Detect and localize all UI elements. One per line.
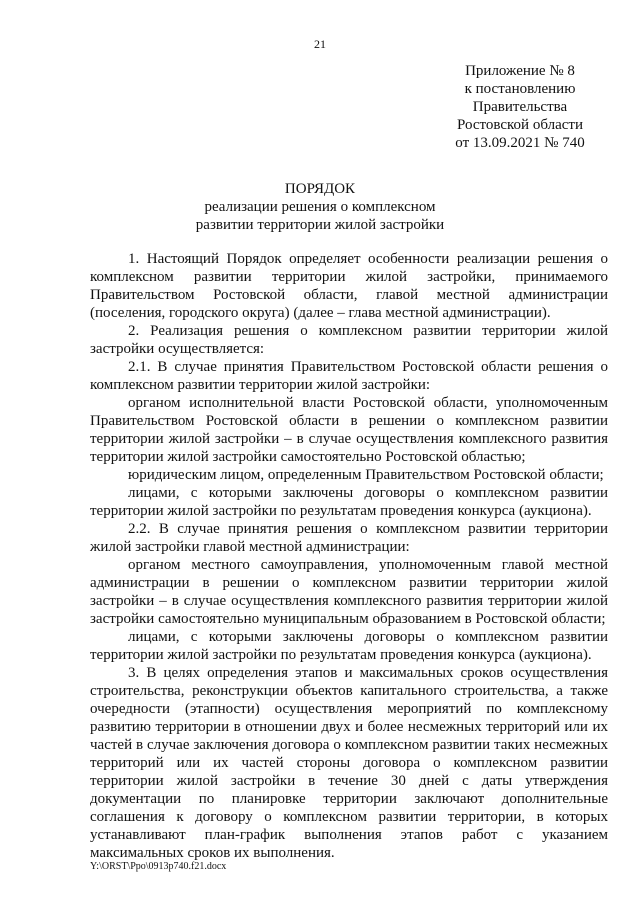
paragraph: органом местного самоуправления, уполномоченным главой местной администрации в решении о комплексном развитии территории жилой застройки – в случае осуществления комплексного развития территории жилой застройки самостоятельно муниципальным образованием в Ростовской области; xyxy=(90,557,608,627)
footer-file-path: Y:\ORST\Ppo\0913p740.f21.docx xyxy=(90,861,227,872)
paragraph: 1. Настоящий Порядок определяет особенности реализации решения о комплексном развитии территории жилой застройки, принимаемого Правительством Ростовской области, главой местной администрации (поселения, городского округа) (далее – глава местной администрации). xyxy=(90,251,608,321)
document-subtitle-line: реализации решения о комплексном xyxy=(204,199,436,215)
paragraph: 2. Реализация решения о комплексном развитии территории жилой застройки осуществляется: xyxy=(90,323,608,357)
appendix-line: к постановлению xyxy=(464,81,576,97)
document-body xyxy=(90,250,608,862)
document-title-block xyxy=(0,180,640,234)
paragraph: юридическим лицом, определенным Правительством Ростовской области; xyxy=(128,467,604,483)
document-title: ПОРЯДОК xyxy=(284,181,356,197)
appendix-line: Правительства xyxy=(472,99,568,115)
paragraph: лицами, с которыми заключены договоры о комплексном развитии территории жилой застройки по результатам проведения конкурса (аукциона). xyxy=(90,629,608,663)
paragraph: лицами, с которыми заключены договоры о комплексном развитии территории жилой застройки по результатам проведения конкурса (аукциона). xyxy=(90,485,608,519)
appendix-block xyxy=(440,62,600,152)
paragraph: 2.1. В случае принятия Правительством Ростовской области решения о комплексном развитии территории жилой застройки: xyxy=(90,359,608,393)
appendix-line: Ростовской области xyxy=(457,117,583,133)
paragraph: органом исполнительной власти Ростовской области, уполномоченным Правительством Ростовской области в решении о комплексном развитии территории жилой застройки – в случае осуществления комплексного развития территории жилой застройки самостоятельно Ростовской областью; xyxy=(90,395,608,465)
appendix-line: от 13.09.2021 № 740 xyxy=(455,135,585,151)
document-subtitle-line: развитии территории жилой застройки xyxy=(195,217,445,233)
paragraph: 3. В целях определения этапов и максимальных сроков осуществления строительства, реконструкции объектов капитального строительства, а также очередности (этапности) осуществления мероприятий по комплексному развитию территории в отношении двух и более несмежных территорий или их частей в случае заключения договора о комплексном развитии таких несмежных территорий или их частей стороны договора о комплексном развитии территории жилой застройки в течение 30 дней с даты утверждения документации по планировке территории заключают дополнительные соглашения к договору о комплексном развитии территории, в которых устанавливают план-график выполнения этапов работ с указанием максимальных сроков их выполнения. xyxy=(90,665,608,861)
page-number: 21 xyxy=(314,37,326,51)
appendix-line: Приложение № 8 xyxy=(465,63,575,79)
paragraph: 2.2. В случае принятия решения о комплексном развитии территории жилой застройки главой местной администрации: xyxy=(90,521,608,555)
